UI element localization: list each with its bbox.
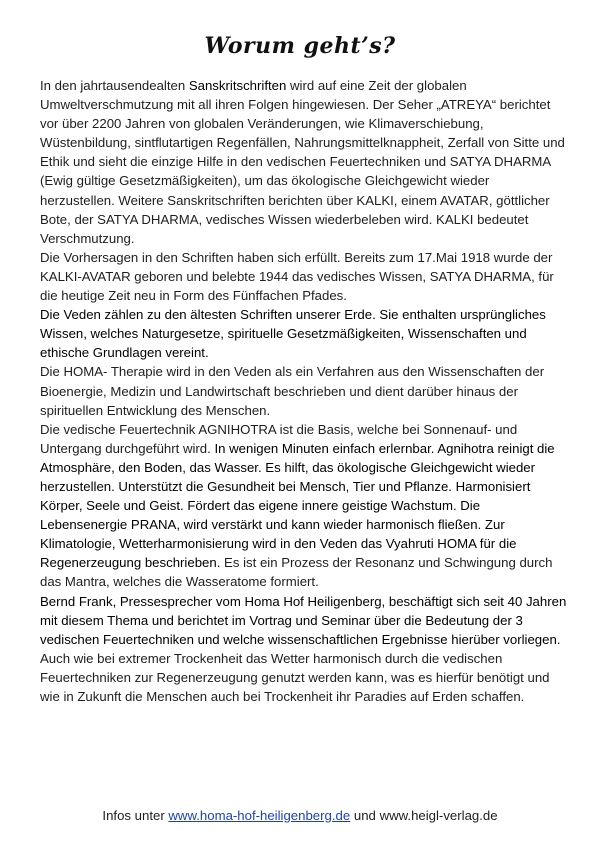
paragraph-bernd-frank-outro: Auch wie bei extremer Trockenheit das Wetter harmonisch durch die vedischen Feuertechniken zur Regenerzeugung genutzt werden kann, was es hierfür benötigt und wie in Zukunft die Menschen auch bei Trockenheit ihr Paradies auf Erden schaffen. — [40, 650, 550, 704]
heigl-verlag-text: www.heigl-verlag.de — [379, 808, 498, 823]
paragraph-agnihotra-outro: Es ist ein Prozess der Resonanz und Schwingung durch das Mantra, welches die Wasseratome formiert. — [40, 555, 553, 590]
agnihotra-highlight: In wenigen Minuten einfach erlernbar. Agnihotra reinigt die Atmosphäre, den Boden, das Wasser. Es hilft, das ökologische Gleichgewicht wieder herzustellen. Unterstützt die Gesundheit bei Mensch, Tier und Pflanze. Harmonisiert Körper, Seele und Geist. Fördert das eigene innere geistige Wachstum. Die Lebensenergie PRANA, wird verstärkt und kann wieder harmonisch fließen. Zur Klimatologie, Wetterharmonisierung wird in den Veden das Vyahruti HOMA für die Regenerzeugung beschrieben. — [40, 440, 555, 571]
paragraph-homa-therapy: Die HOMA- Therapie wird in den Veden als ein Verfahren aus den Wissenschaften der Bioenergie, Medizin und Landwirtschaft beschrieben und dient darüber hinaus der spirituellen Entwicklung des Menschen. — [40, 364, 545, 418]
paragraph-agnihotra-intro: Die vedische Feuertechnik AGNIHOTRA ist die Basis, welche bei Sonnenauf- und Untergang durchgeführt wird. — [40, 421, 518, 456]
article-body — [40, 76, 567, 706]
footer-info — [0, 808, 600, 823]
paragraph-veden: Die Veden zählen zu den ältesten Schriften unserer Erde. Sie enthalten ursprüngliches Wissen, welches Naturgesetze, spirituelle Gesetzmäßigkeiten, Wissenschaften und ethische Grundlagen vereint. — [40, 307, 546, 361]
footer-prefix: Infos unter — [102, 808, 169, 823]
sanskrit-highlight: Sanskritschriften — [188, 78, 287, 93]
paragraph-sanskrit-text: wird auf eine Zeit der globalen Umweltverschmutzung mit all ihren Folgen hingewiesen. Der Seher „ATREYA“ berichtet vor über 2200 Jahren von globalen Veränderungen, wie Klimaverschiebung, Wüstenbildung, sintflutartigen Regenfällen, Nahrungsmittelknappheit, Zerfall von Sitte und Ethik und sieht die einzige Hilfe in den vedischen Feuertechniken und SATYA DHARMA (Ewig gültige Gesetzmäßigkeiten), um das ökologische Gleichgewicht wieder herzustellen. Weitere Sanskritschriften berichten über KALKI, einem AVATAR, göttlicher Bote, der SATYA DHARMA, vedisches Wissen wiederbeleben wird. KALKI bedeutet Verschmutzung. — [40, 78, 565, 246]
page-title: Worum geht’s? — [204, 33, 396, 59]
bernd-frank-highlight: Bernd Frank, Pressesprecher vom Homa Hof Heiligenberg, beschäftigt sich seit 40 Jahren mit diesem Thema und berichtet im Vortrag und Seminar über die Bedeutung der 3 vedischen Feuertechniken und welche wissenschaftlichen Ergebnisse hierüber vorliegen. — [40, 593, 567, 647]
paragraph-agnihotra — [40, 420, 567, 592]
paragraph-prophecy: Die Vorhersagen in den Schriften haben sich erfüllt. Bereits zum 17.Mai 1918 wurde der KALKI-AVATAR geboren und belebte 1944 das vedisches Wissen, SATYA DHARMA, für die heutige Zeit neu in Form des Fünffachen Pfades. — [40, 249, 554, 304]
paragraph-bernd-frank — [40, 592, 567, 707]
homa-hof-link[interactable]: www.homa-hof-heiligenberg.de — [168, 808, 351, 823]
footer-middle: und — [350, 808, 380, 823]
paragraph-sanskrit-intro: In den jahrtausendealten — [40, 78, 189, 93]
paragraph-sanskrit — [40, 76, 567, 248]
